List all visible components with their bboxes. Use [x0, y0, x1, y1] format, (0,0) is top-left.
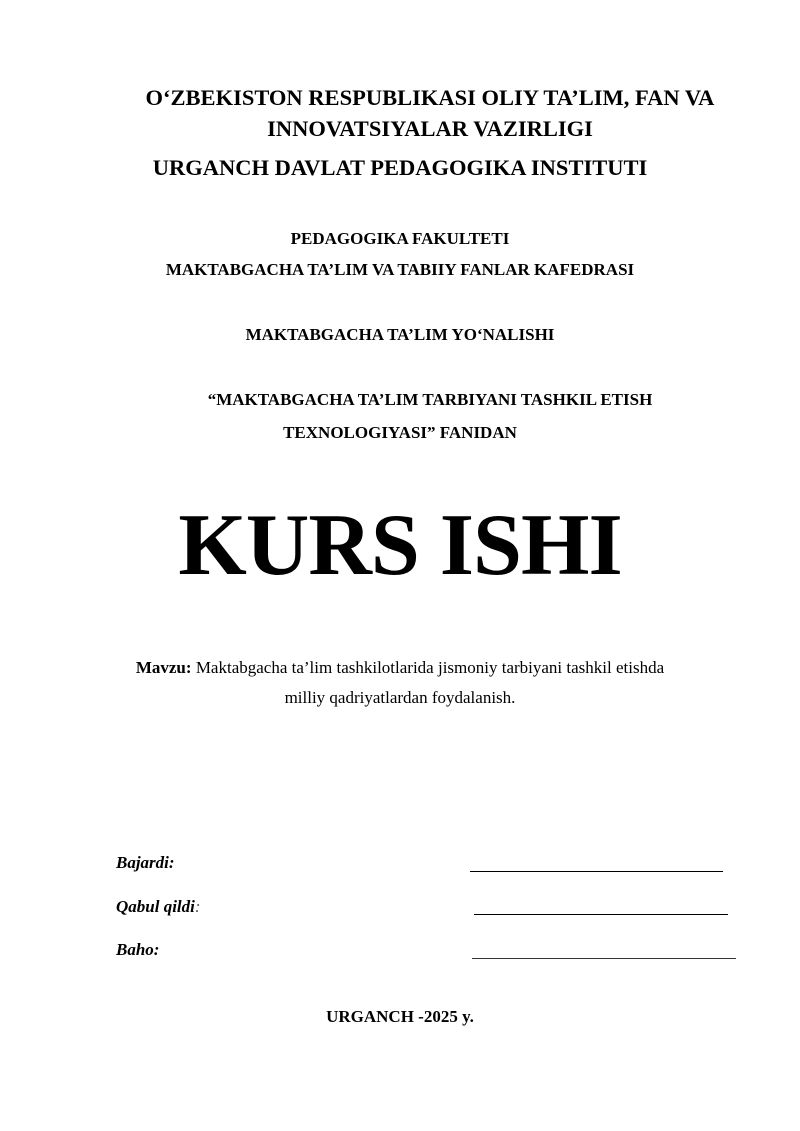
ministry-name: O‘ZBEKISTON RESPUBLIKASI OLIY TA’LIM, FAN VA INNOVATSIYALAR VAZIRLIGI [145, 85, 715, 141]
performed-label: Bajardi: [116, 853, 175, 872]
performed-signature-line [470, 871, 723, 872]
grade-signature-line [472, 958, 736, 959]
topic-text-2: milliy qadriyatlardan foydalanish. [284, 688, 516, 707]
faculty-name: PEDAGOGIKA FAKULTETI [290, 229, 510, 248]
topic-text-1: Maktabgacha ta’lim tashkilotlarida jismoniy tarbiyani tashkil etishda [195, 658, 665, 677]
institute-name: URGANCH DAVLAT PEDAGOGIKA INSTITUTI [152, 155, 648, 180]
grade-label: Baho: [116, 940, 160, 959]
direction-name: MAKTABGACHA TA’LIM YO‘NALISHI [245, 325, 555, 344]
accepted-colon: : [194, 897, 201, 916]
topic-label: Mavzu: [135, 658, 192, 677]
accepted-label-group [116, 896, 201, 918]
department-name: MAKTABGACHA TA’LIM VA TABIIY FANLAR KAFEDRASI [165, 260, 635, 279]
footer-city-year: URGANCH -2025 y. [326, 1007, 474, 1026]
subject-line-2: TEXNOLOGIYASI” FANIDAN [283, 423, 517, 442]
topic-line-1 [0, 653, 800, 683]
document-title: KURS ISHI [178, 497, 622, 594]
topic-block [0, 653, 800, 713]
accepted-signature-line [474, 914, 728, 915]
subject-line-1: “MAKTABGACHA TA’LIM TARBIYANI TASHKIL ETISH [207, 390, 653, 409]
accepted-label: Qabul qildi [116, 897, 195, 916]
